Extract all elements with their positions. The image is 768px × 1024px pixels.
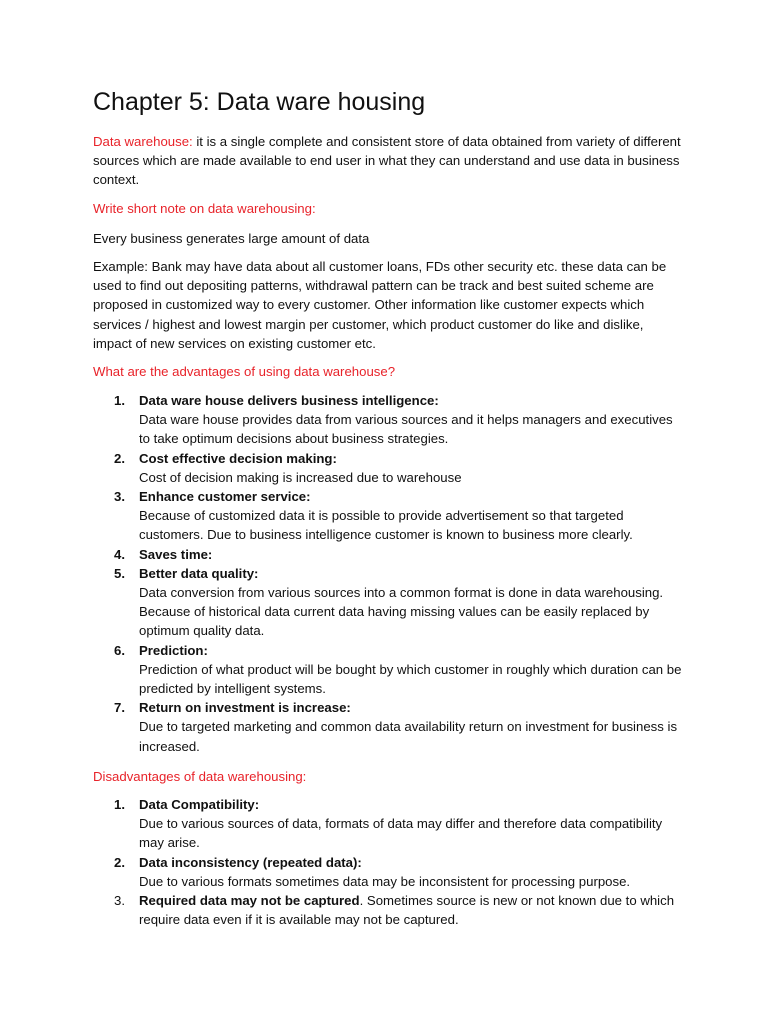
short-note-line: Every business generates large amount of data: [93, 231, 370, 246]
item-title: Data ware house delivers business intelligence:: [139, 393, 439, 408]
item-title: Prediction:: [139, 642, 208, 658]
definition-text: it is a single complete and consistent store of data obtained from variety of different sources which are made available to end user in what they can understand and use data in business context.: [93, 134, 681, 188]
page-title: Chapter 5: Data ware housing: [93, 88, 426, 116]
item-title: Data inconsistency (repeated data):: [139, 854, 362, 870]
item-combined: [139, 891, 683, 929]
list-item: [93, 698, 683, 756]
item-text: Cost of decision making is increased due to warehouse: [139, 469, 462, 485]
item-text: Due to various sources of data, formats of data may differ and therefore data compatibility may arise.: [139, 816, 663, 851]
item-text: Due to targeted marketing and common data availability return on investment for business is increased.: [139, 719, 678, 754]
definition-term: Data warehouse:: [93, 134, 193, 149]
item-text: Due to various formats sometimes data may be inconsistent for processing purpose.: [139, 873, 631, 889]
item-text: Data ware house provides data from various sources and it helps managers and executives to take optimum decisions about business strategies.: [139, 412, 673, 447]
item-title: Required data may not be captured: [139, 893, 360, 909]
item-number: 2.: [114, 854, 125, 870]
item-title: Saves time:: [139, 546, 213, 562]
item-title: Better data quality:: [139, 565, 259, 581]
advantages-list: [93, 391, 683, 756]
list-item: [93, 391, 683, 449]
advantages-heading: What are the advantages of using data warehouse?: [93, 364, 396, 379]
item-title: Return on investment is increase:: [139, 700, 351, 716]
example-paragraph: Example: Bank may have data about all customer loans, FDs other security etc. these data can be used to find out depositing patterns, withdrawal pattern can be track and best suited scheme are proposed in customized way to every customer. Other information like customer expects which services / highest and lowest margin per customer, which product customer do like and dislike, impact of new services on existing customer etc.: [93, 259, 667, 351]
short-note-heading: Write short note on data warehousing:: [93, 201, 316, 216]
list-item: [93, 891, 683, 929]
list-item: [93, 564, 683, 641]
item-number: 3.: [114, 489, 125, 505]
list-item: [93, 853, 683, 891]
item-title: Data Compatibility:: [139, 797, 260, 812]
item-number: 2.: [114, 450, 125, 466]
list-item: [93, 641, 683, 699]
item-number: 3.: [114, 893, 125, 909]
item-text: Prediction of what product will be bought by which customer in roughly which duration can be predicted by intelligent systems.: [139, 661, 682, 697]
item-text: Because of customized data it is possible to provide advertisement so that targeted customers. Due to business intelligence customer is known to business more clearly.: [139, 508, 633, 543]
item-title: Enhance customer service:: [139, 489, 311, 505]
item-number: 1.: [114, 393, 125, 408]
list-item: [93, 795, 683, 853]
item-number: 4.: [114, 546, 125, 562]
list-item: [93, 487, 683, 545]
definition-paragraph: [93, 132, 683, 190]
item-text: . Sometimes source is new or not known due to which require data even if it is available may not be captured.: [139, 893, 675, 928]
item-text: Data conversion from various sources into a common format is done in data warehousing. Because of historical data current data having missing values can be easily replaced by optimum quality data.: [139, 585, 664, 639]
item-number: 6.: [114, 642, 125, 658]
item-number: 5.: [114, 565, 125, 581]
item-number: 1.: [114, 797, 125, 812]
list-item: [93, 545, 683, 564]
list-item: [93, 449, 683, 487]
disadvantages-list: [93, 795, 683, 929]
item-number: 7.: [114, 700, 125, 716]
item-title: Cost effective decision making:: [139, 450, 337, 466]
disadvantages-heading: Disadvantages of data warehousing:: [93, 769, 307, 784]
